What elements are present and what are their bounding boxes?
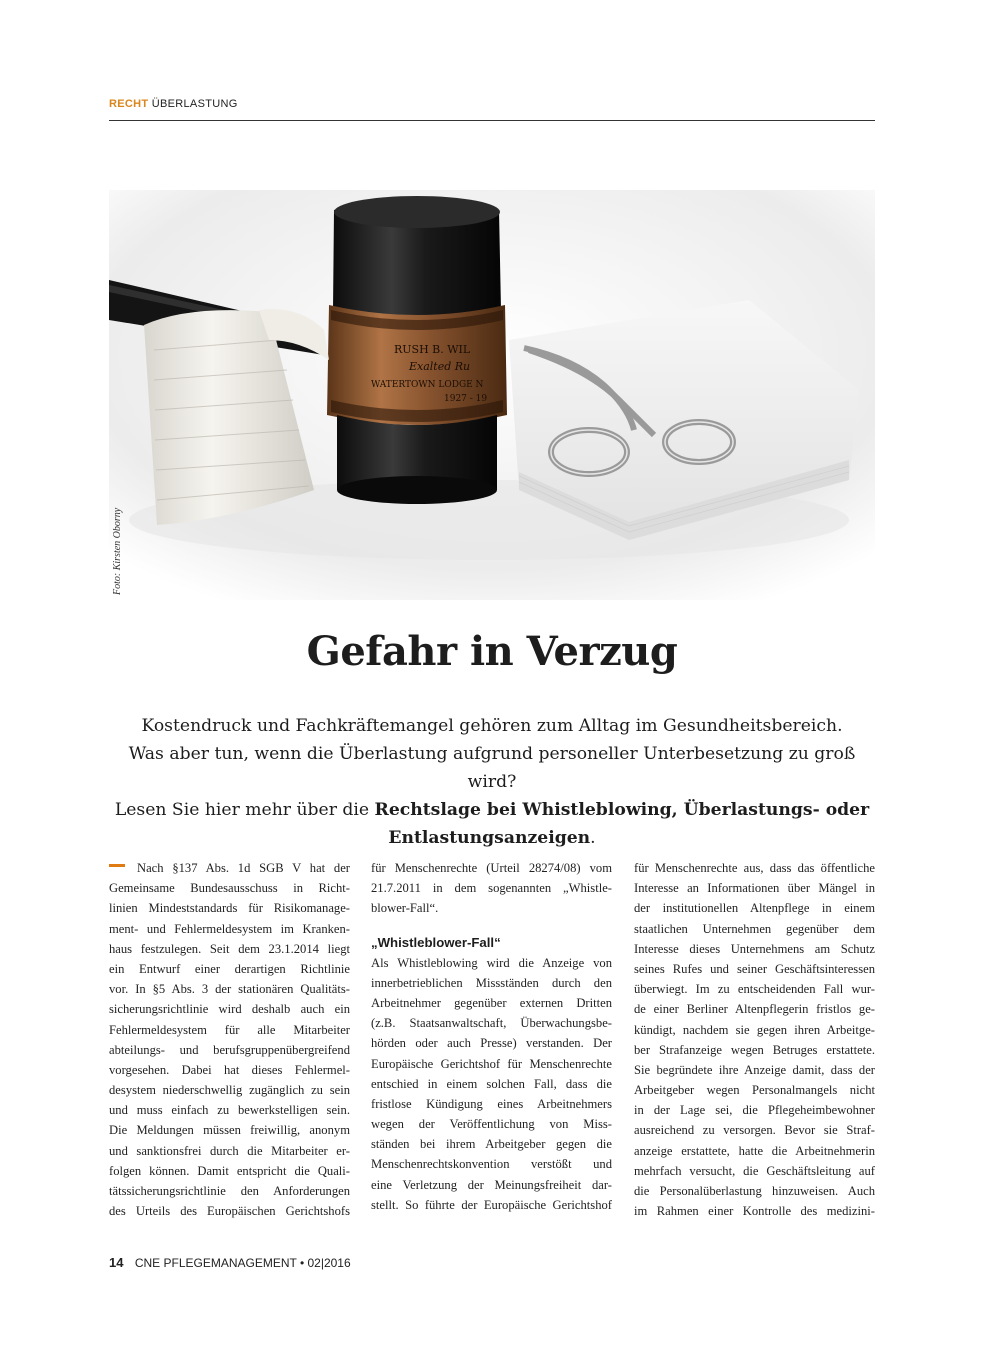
intro-line-3-lead: Lesen Sie hier mehr über die: [114, 800, 375, 820]
text-line: Als Whistleblowing wird die Anzeige von: [371, 955, 612, 970]
article-title: Gefahr in Verzug: [306, 628, 678, 675]
text-line: haus festzulegen. Seit dem 23.1.2014 liegt: [109, 941, 350, 956]
text-line: vorgesehen. Dabei hat dieses Fehlermel-: [109, 1062, 350, 1077]
text-line: Fehlermeldesystem für alle Mitarbeiter: [109, 1022, 350, 1037]
body-column-2: [371, 858, 612, 1215]
text-line: Interesse an Informationen über Mängel in: [634, 881, 875, 896]
text-line: mehrfach versucht, die Geschäftsleitung auf: [634, 1163, 875, 1178]
page-number: 14: [109, 1255, 124, 1270]
text-line: de einer Berliner Altenpflegerin fristlos ge-: [634, 1002, 875, 1017]
text-line: desystem niederschwellig zugänglich zu sein: [109, 1083, 350, 1098]
text-line: stellt. So führte der Europäische Gerichtshof: [371, 1197, 612, 1212]
text-line: Europäische Gerichtshof für Menschenrechte: [371, 1056, 612, 1071]
text-line: Menschenrechtskonvention verstößt und: [371, 1157, 612, 1172]
article-intro: [109, 712, 875, 852]
text-line: des Urteils des Europäischen Gerichtshofs: [109, 1204, 350, 1219]
svg-text:1927 - 19: 1927 - 19: [444, 394, 488, 404]
text-line: und muss einfach zu bewerkstelligen sein.: [109, 1103, 350, 1118]
text-line: Gemeinsame Bundesausschuss in Richt-: [109, 881, 350, 896]
text-line: wegen der Veröffentlichung von Miss-: [371, 1117, 612, 1132]
text-line: linien Mindeststandards für Risikomanage-: [109, 901, 350, 916]
publication-info: CNE PFLEGEMANAGEMENT • 02|2016: [134, 1256, 351, 1270]
column-2-paragraph-continued: [371, 858, 612, 919]
text-line: anzeige erstattete, hatte die Arbeitnehmerin: [634, 1143, 875, 1158]
column-2-paragraph: [371, 953, 612, 1215]
intro-line-2: Was aber tun, wenn die Überlastung aufgrund personeller Unterbesetzung zu groß wird?: [128, 744, 856, 792]
column-1-paragraph: [109, 858, 350, 1221]
intro-line-3-emphasis: Rechtslage bei Whistleblowing, Überlastungs- oder: [374, 800, 870, 820]
svg-text:WATERTOWN LODGE N: WATERTOWN LODGE N: [371, 380, 484, 390]
text-line: ausreichend zu versorgen. Bevor sie Straf-: [634, 1123, 875, 1138]
text-line: abteilungs- und berufsgruppenübergreifend: [109, 1042, 350, 1057]
section-category: RECHT: [109, 98, 149, 110]
svg-text:Exalted Ru: Exalted Ru: [409, 360, 471, 373]
text-line: überwiegt. Im zu entscheidenden Fall wur-: [634, 982, 875, 997]
svg-text:RUSH B. WIL: RUSH B. WIL: [394, 343, 471, 356]
text-line: tätssicherungsrichtlinie den Anforderungen: [109, 1184, 350, 1198]
running-header: [109, 98, 875, 121]
text-line: der institutionellen Altenpflege in einem: [634, 901, 875, 916]
text-line: ment- und Fehlermeldesystem im Kranken-: [109, 921, 350, 936]
intro-line-4-emphasis: Entlastungsanzeigen: [388, 828, 591, 848]
body-column-3: [634, 858, 875, 1221]
text-line: blower-Fall“.: [371, 901, 439, 916]
text-line: für Menschenrechte (Urteil 28274/08) vom: [371, 861, 612, 875]
section-subheading: „Whistleblower-Fall“: [371, 934, 501, 950]
text-line: seines Rufes und seiner Geschäftsinteressen: [634, 961, 875, 976]
section-topic: ÜBERLASTUNG: [151, 98, 238, 110]
text-line: Sie begründete ihre Anzeige damit, dass der: [634, 1062, 875, 1077]
text-line: in der Lage sei, die Pflegeheimbewohner: [634, 1103, 875, 1118]
photo-credit: Foto: Kirsten Oborny: [112, 507, 123, 595]
text-line: (z.B. Staatsanwaltschaft, Überwachungsbe-: [371, 1016, 612, 1031]
text-line: folgen können. Damit entspricht die Quali-: [109, 1163, 350, 1178]
text-line: kündigt, nachdem sie gegen ihren Arbeitge-: [634, 1022, 875, 1037]
text-line: ein Entwurf einer derartigen Richtlinie: [109, 961, 350, 976]
page-footer: [109, 1255, 351, 1270]
intro-line-1: Kostendruck und Fachkräftemangel gehören zum Alltag im Gesundheitsbereich.: [141, 716, 843, 736]
text-line: Arbeitnehmer gegenüber externen Dritten: [371, 995, 612, 1010]
text-line: eine Verletzung der Meinungsfreiheit dar-: [371, 1177, 612, 1192]
text-line: fristlose Kündigung eines Arbeitnehmers: [371, 1096, 612, 1111]
text-line: ständen bei ihrem Arbeitgeber gegen die: [371, 1137, 612, 1152]
text-line: Die Meldungen müssen freiwillig, anonym: [109, 1123, 350, 1138]
text-line: Arbeitgeber wegen Personalmangels nicht: [634, 1083, 875, 1098]
text-line: für Menschenrechte aus, dass das öffentliche: [634, 861, 875, 875]
intro-line-4-end: .: [590, 828, 596, 848]
text-line: 21.7.2011 in dem sogenannten „Whistle-: [371, 881, 612, 896]
text-line: Interesse dieses Unternehmens am Schutz: [634, 941, 875, 956]
text-line: vor. In §5 Abs. 3 der stationären Qualitäts-: [109, 982, 350, 997]
text-line: ber Strafanzeige wegen Betruges erstattete.: [634, 1042, 875, 1057]
text-line: und sanktionsfrei durch die Mitarbeiter er-: [109, 1143, 350, 1158]
text-line: die Personalüberlastung hinzuweisen. Auch: [634, 1184, 875, 1198]
text-line: Nach §137 Abs. 1d SGB V hat der: [109, 858, 350, 878]
text-line: staatlichen Unternehmen gegenüber dem: [634, 921, 875, 936]
article-start-marker: [109, 864, 125, 867]
text-line: im Rahmen einer Kontrolle des medizini-: [634, 1204, 875, 1219]
text-line: sicherungsrichtlinie wird deshalb auch ein: [109, 1002, 350, 1017]
article-photo: [109, 190, 875, 600]
text-line: hörden oder auch Presse) verstanden. Der: [371, 1036, 612, 1051]
text-line: innerbetrieblichen Missständen durch den: [371, 975, 612, 990]
body-column-1: [109, 858, 350, 1221]
text-line: entschied in einem solchen Fall, dass die: [371, 1076, 612, 1091]
column-3-paragraph: [634, 858, 875, 1221]
